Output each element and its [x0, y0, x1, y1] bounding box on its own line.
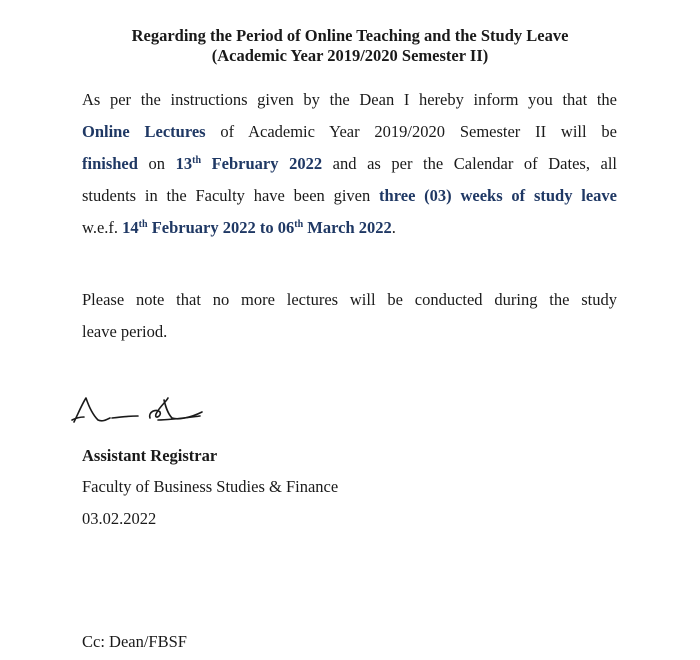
letter-title: Regarding the Period of Online Teaching and the Study Leave: [131, 26, 569, 45]
study-leave-highlight: three (03) weeks of study leave: [379, 186, 617, 205]
handwritten-signature: [66, 392, 216, 432]
paragraph-1-line-1: As per the instructions given by the Dean I hereby inform you that the: [82, 90, 617, 109]
letter-subtitle: (Academic Year 2019/2020 Semester II): [211, 46, 489, 65]
paragraph-1-line-5: w.e.f. 14th February 2022 to 06th March 2022.: [82, 218, 396, 237]
signatory-faculty: Faculty of Business Studies & Finance: [82, 477, 339, 496]
letter-date: 03.02.2022: [82, 509, 157, 528]
paragraph-1-line-4: students in the Faculty have been given three (03) weeks of study leave: [82, 186, 617, 205]
paragraph-1-line-2: Online Lectures of Academic Year 2019/2020 Semester II will be: [82, 122, 617, 141]
carbon-copy: Cc: Dean/FBSF: [82, 632, 187, 651]
paragraph-2-line-2: leave period.: [82, 322, 168, 341]
finished-highlight: finished: [82, 154, 138, 173]
leave-period-highlight: 14th February 2022 to 06th March 2022: [122, 218, 392, 237]
paragraph-2-line-1: Please note that no more lectures will be conducted during the study: [82, 290, 617, 309]
paragraph-2: [82, 284, 617, 348]
paragraph-1-line-3: finished on 13th February 2022 and as per the Calendar of Dates, all: [82, 154, 618, 173]
paragraph-1: [82, 84, 617, 244]
online-lectures-highlight: Online Lectures: [82, 122, 206, 141]
signatory-title: Assistant Registrar: [82, 446, 218, 465]
end-date-highlight: 13th February 2022: [175, 154, 323, 173]
